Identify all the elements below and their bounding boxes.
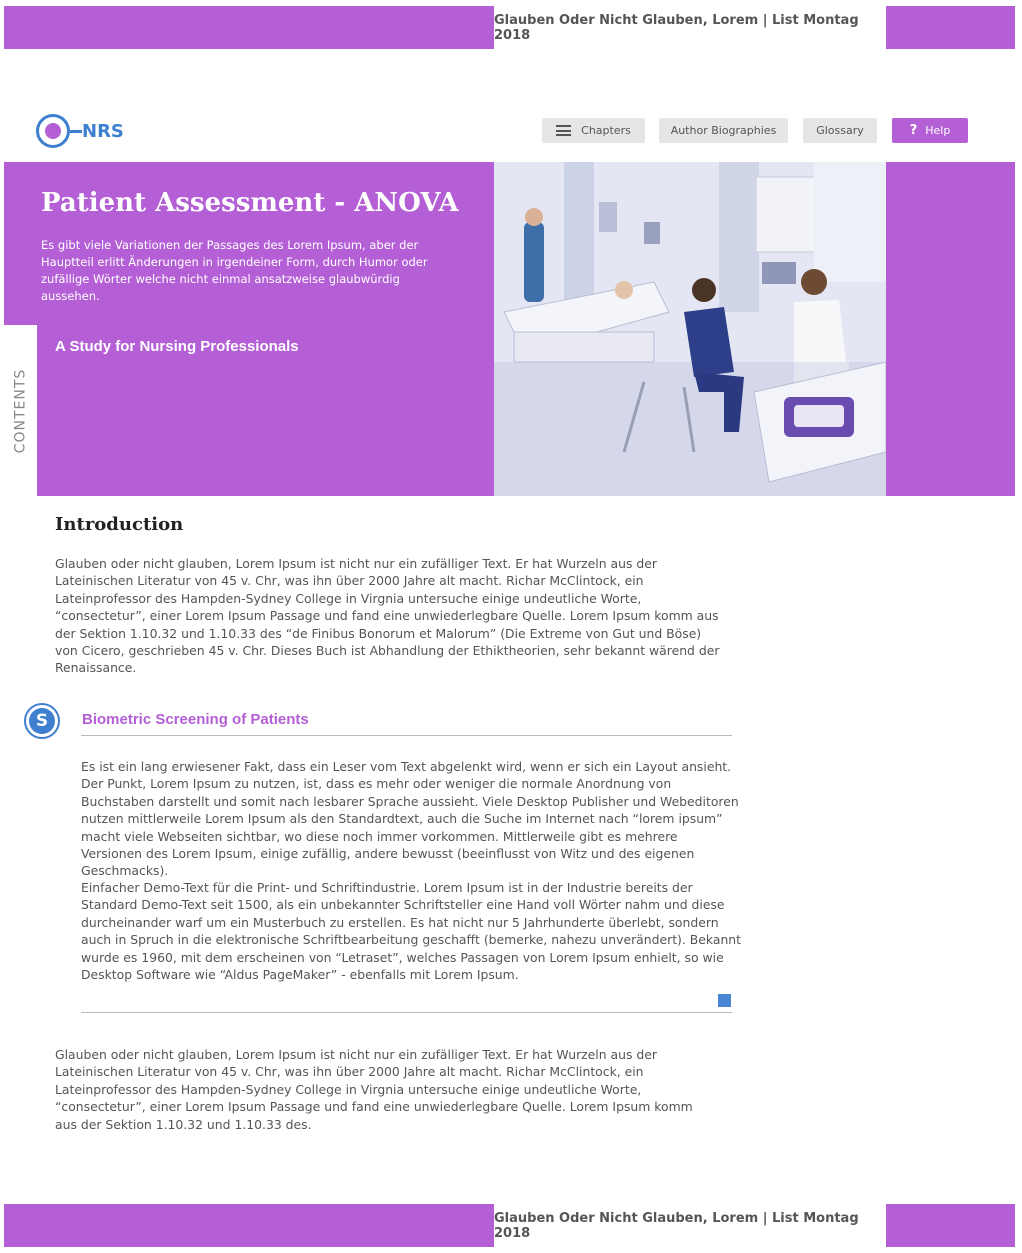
bottom-footer-bar bbox=[4, 1204, 1015, 1247]
help-button[interactable] bbox=[892, 118, 968, 143]
introduction-paragraph: Glauben oder nicht glauben, Lorem Ipsum ist nicht nur ein zufälliger Text. Er hat Wurzeln aus der Lateinischen Literatur von 45 v. Chr, was ihn über 2000 Jahre alt macht. Richar McClintock, ein Lateinprofessor des Hampden-Sydney College in Virgnia untersuche einige undeutliche Worte, “consectetur”, einer Lorem Ipsum Passage und fand eine unwiederlegbare Quelle. Lorem Ipsum komm aus der Sektion 1.10.32 und 1.10.33 des “de Finibus Bonorum et Malorum” (Die Extreme von Gut und Böse) von Cicero, geschrieben 45 v. Chr. Dieses Buch ist Abhandlung der Ethiktheorien, sehr bekannt wärend der Renaissance. bbox=[55, 556, 720, 676]
footer-accent-left bbox=[4, 1204, 494, 1247]
logo-line bbox=[70, 130, 82, 133]
chapters-button[interactable] bbox=[542, 118, 645, 143]
biometric-paragraph-1: Es ist ein lang erwiesener Fakt, dass ein Leser vom Text abgelenkt wird, wenn er sich ein Layout ansieht. Der Punkt, Lorem Ipsum zu nutzen, ist, dass es mehr oder weniger die normale Anordnung von Buchstaben darstellt und somit nach lesbarer Sprache aussieht. Viele Desktop Publisher und Webeditoren nutzen mittlerweile Lorem Ipsum als den Standardtext, auch die Suche im Internet nach “lorem ipsum” macht viele Webseiten sichtbar, wo diese noch immer vorkommen. Mittlerweile gibt es mehrere Versionen des Lorem Ipsum, einige zufällig, andere bewusst (beeinflusst von Witz und des eigenen Geschmacks). bbox=[81, 759, 739, 879]
chapters-label: Chapters bbox=[581, 124, 631, 137]
contents-label: CONTENTS bbox=[12, 368, 29, 453]
author-biographies-label: Author Biographies bbox=[670, 124, 777, 137]
biometric-section-title: Biometric Screening of Patients bbox=[82, 711, 309, 728]
logo-ring-icon bbox=[36, 114, 70, 148]
section-end-square-icon bbox=[718, 994, 731, 1007]
header-title: Glauben Oder Nicht Glauben, Lorem | List Montag 2018 bbox=[494, 6, 886, 49]
header-accent-left bbox=[4, 6, 494, 49]
top-header-bar bbox=[4, 6, 1015, 49]
logo-text: NRS bbox=[82, 120, 124, 142]
author-biographies-button[interactable] bbox=[659, 118, 788, 143]
hospital-room-photo bbox=[494, 162, 886, 496]
footer-title: Glauben Oder Nicht Glauben, Lorem | List Montag 2018 bbox=[494, 1204, 886, 1247]
glossary-label: Glossary bbox=[816, 124, 864, 137]
section-divider-top bbox=[81, 735, 732, 736]
section-divider-bottom bbox=[81, 1012, 732, 1013]
introduction-heading: Introduction bbox=[55, 514, 184, 535]
help-label: Help bbox=[925, 124, 951, 137]
nrs-logo[interactable] bbox=[36, 113, 124, 149]
hero-accent-right bbox=[886, 162, 1015, 496]
header-accent-right bbox=[886, 6, 1015, 49]
hero-subtitle: A Study for Nursing Professionals bbox=[55, 338, 299, 355]
hero-title: Patient Assessment - ANOVA bbox=[41, 188, 459, 218]
glossary-button[interactable] bbox=[803, 118, 877, 143]
hero-description: Es gibt viele Variationen der Passages des Lorem Ipsum, aber der Hauptteil erlitt Änderungen in irgendeiner Form, durch Humor oder zufällige Wörter welche nicht einmal ansatzweise glaubwürdig aussehen. bbox=[41, 238, 428, 303]
hospital-scene-illustration bbox=[494, 162, 886, 496]
closing-paragraph: Glauben oder nicht glauben, Lorem Ipsum ist nicht nur ein zufälliger Text. Er hat Wurzeln aus der Lateinischen Literatur von 45 v. Chr, was ihn über 2000 Jahre alt macht. Richar McClintock, ein Lateinprofessor des Hampden-Sydney College in Virgnia untersuche einige undeutliche Worte, “consectetur”, einer Lorem Ipsum Passage und fand eine unwiederlegbare Quelle. Lorem Ipsum komm aus der Sektion 1.10.32 und 1.10.33 des. bbox=[55, 1047, 693, 1132]
section-s-icon bbox=[24, 703, 60, 739]
question-mark-icon: ? bbox=[909, 123, 918, 138]
hamburger-menu-icon bbox=[556, 125, 571, 136]
footer-accent-right bbox=[886, 1204, 1015, 1247]
contents-tab[interactable] bbox=[4, 325, 37, 496]
section-s-letter: S bbox=[29, 708, 55, 734]
biometric-paragraph-2: Einfacher Demo-Text für die Print- und Schriftindustrie. Lorem Ipsum ist in der Industrie bereits der Standard Demo-Text seit 1500, als ein unbekannter Schriftsteller eine Hand voll Wörter nahm und diese durcheinander warf um ein Musterbuch zu erstellen. Es hat nicht nur 5 Jahrhunderte überlebt, sondern auch in Spruch in die elektronische Schriftbearbeitung geschafft (bemerke, nahezu unverändert). Bekannt wurde es 1960, mit dem erscheinen von “Letraset”, welches Passagen von Lorem Ipsum enhielt, so wie Desktop Software wie “Aldus PageMaker” - ebenfalls mit Lorem Ipsum. bbox=[81, 880, 742, 983]
